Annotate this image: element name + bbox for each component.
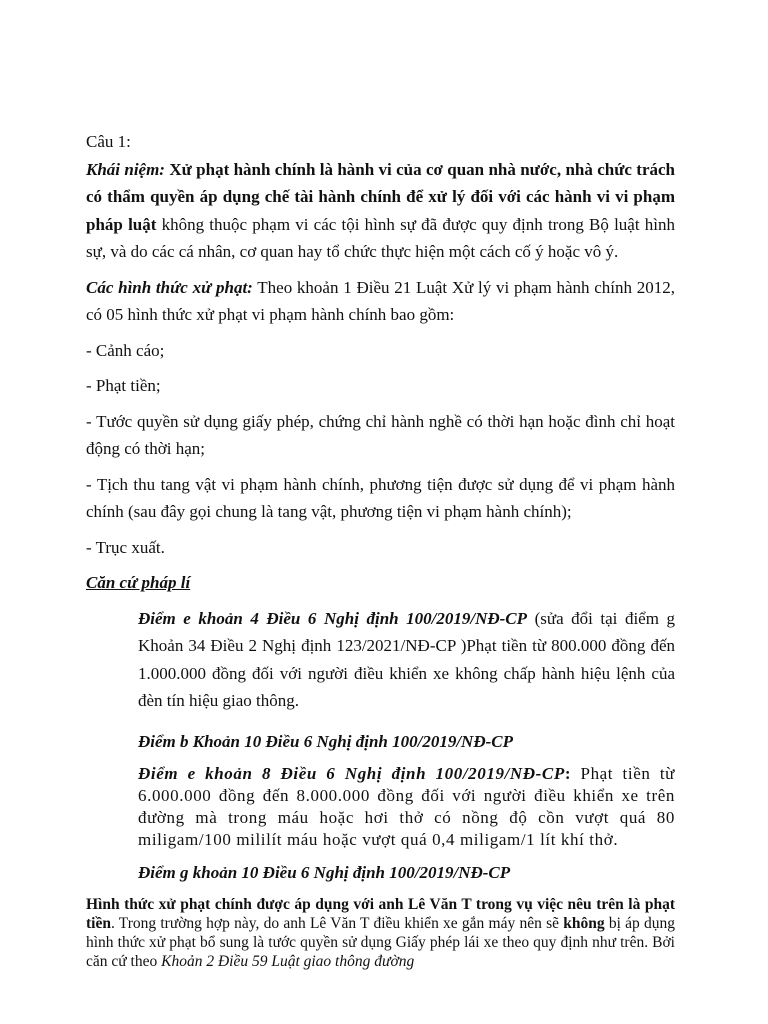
legal-basis-title: Căn cứ pháp lí: [86, 573, 191, 592]
conclusion-paragraph: [86, 895, 675, 971]
list-item: - Tước quyền sử dụng giấy phép, chứng chỉ hành nghề có thời hạn hoặc đình chỉ hoạt động có thời hạn;: [86, 411, 675, 458]
document-page: [86, 128, 675, 971]
forms-rest-text: Theo khoản 1 Điều 21 Luật Xử lý vi phạm hành chính 2012, có 05 hình thức xử phạt vi phạm hành chính bao gồm:: [86, 277, 676, 324]
list-item: - Phạt tiền;: [86, 376, 161, 395]
list-item: - Trục xuất.: [86, 537, 165, 557]
legal-item-1: [138, 605, 675, 715]
legal-item-3-colon: :: [564, 764, 572, 783]
legal-item-2: [138, 728, 675, 756]
conclusion-mid2-text: bị áp dụng hình thức xử phạt bổ sung là tước quyền sử dụng Giấy phép lái xe theo quy định như trên. Bởi căn cứ theo: [86, 914, 676, 970]
legal-item-3: [138, 763, 675, 851]
conclusion-bold-start: Hình thức xử phạt chính được áp dụng với anh Lê Văn T trong vụ việc nêu trên là phạt tiền: [86, 895, 675, 932]
concept-rest-text: không thuộc phạm vi các tội hình sự đã được quy định trong Bộ luật hình sự, và do các cá nhân, cơ quan hay tổ chức thực hiện một cách cố ý hoặc vô ý.: [86, 214, 675, 261]
question-heading: Câu 1:: [86, 132, 131, 151]
concept-paragraph: [86, 156, 675, 266]
forms-label: Các hình thức xử phạt:: [86, 277, 253, 297]
legal-item-4-label: Điểm g khoản 10 Điều 6 Nghị định 100/2019/NĐ-CP: [138, 863, 511, 882]
concept-label: Khái niệm:: [86, 159, 165, 179]
conclusion-mid-text: . Trong trường hợp này, do anh Lê Văn T điều khiển xe gắn máy nên sẽ: [110, 914, 564, 932]
legal-item-2-label: Điểm b Khoản 10 Điều 6 Nghị định 100/2019/NĐ-CP: [138, 731, 513, 751]
conclusion-bold-khong: không: [563, 914, 605, 932]
legal-item-1-label: Điểm e khoản 4 Điều 6 Nghị định 100/2019/NĐ-CP: [138, 608, 528, 628]
concept-bold-text: Xử phạt hành chính là hành vi của cơ quan nhà nước, nhà chức trách có thẩm quyền áp dụng chế tài hành chính để xử lý đối với các hành vi vi phạm pháp luật: [86, 159, 675, 234]
conclusion-italic-end: Khoản 2 Điều 59 Luật giao thông đường: [161, 952, 415, 970]
list-item: - Cảnh cáo;: [86, 340, 165, 360]
forms-paragraph: [86, 274, 675, 329]
list-item: - Tịch thu tang vật vi phạm hành chính, phương tiện được sử dụng để vi phạm hành chính (sau đây gọi chung là tang vật, phương tiện vi phạm hành chính);: [86, 474, 675, 521]
legal-basis-heading: [86, 569, 675, 597]
legal-item-4: [138, 859, 675, 887]
legal-item-3-text: Phạt tiền từ 6.000.000 đồng đến 8.000.000 đồng đối với người điều khiển xe trên đường mà trong máu hoặc hơi thở có nồng độ cồn vượt quá 80 miligam/100 mililít máu hoặc vượt quá 0,4 miligam/1 lít khí thở.: [138, 764, 675, 849]
legal-item-1-text: (sửa đổi tại điểm g Khoản 34 Điều 2 Nghị định 123/2021/NĐ-CP )Phạt tiền từ 800.000 đồng đến 1.000.000 đồng đối với người điều khiển xe không chấp hành hiệu lệnh của đèn tín hiệu giao thông.: [138, 608, 675, 710]
legal-item-3-label: Điểm e khoản 8 Điều 6 Nghị định 100/2019/NĐ-CP: [138, 764, 565, 783]
